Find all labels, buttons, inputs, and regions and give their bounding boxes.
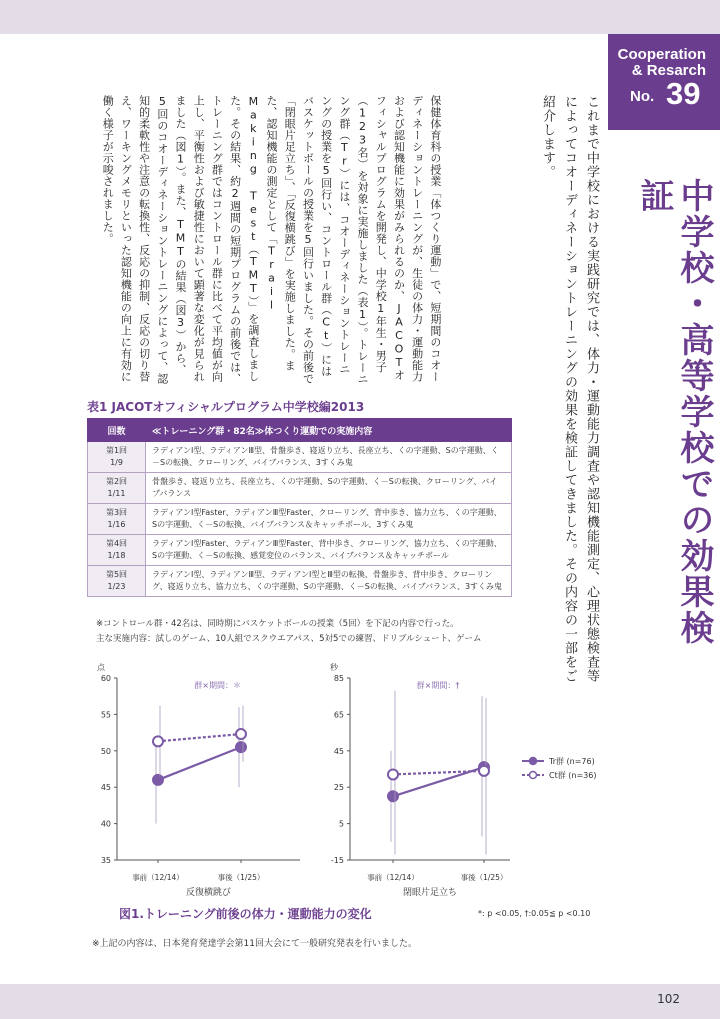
x-tick-label: 事後（1/25） bbox=[460, 873, 508, 882]
y-tick-label: 65 bbox=[333, 710, 344, 720]
figure-significance-note: *: p <0.05, †:0.05≦ p <0.10 bbox=[478, 909, 591, 918]
session-content: ラディアンⅠ型、ラディアンⅢ型、骨盤歩き、寝返り立ち、長座立ち、くの字運動、Sの字運動、く－Sの転換、クローリング、バイブバランス、3すくみ鬼 bbox=[146, 442, 512, 473]
interaction-annotation: 群×期間：＊ bbox=[194, 681, 242, 690]
page-number: 102 bbox=[657, 992, 680, 1006]
x-tick-label: 事後（1/25） bbox=[217, 873, 265, 882]
tr-data-point bbox=[236, 742, 246, 752]
table-row bbox=[88, 442, 512, 473]
session-date: 1/23 bbox=[107, 582, 126, 591]
table-row bbox=[88, 504, 512, 535]
ct-data-point bbox=[479, 766, 489, 776]
y-tick-label: -15 bbox=[330, 856, 344, 865]
table-row bbox=[88, 535, 512, 566]
y-tick-label: 55 bbox=[100, 710, 111, 720]
chart-title: 閉眼片足立ち bbox=[402, 888, 458, 898]
session-date: 1/11 bbox=[107, 489, 126, 498]
figure-charts bbox=[0, 650, 720, 910]
y-tick-label: 85 bbox=[333, 674, 344, 683]
session-number: 第2回 bbox=[105, 477, 128, 486]
ct-data-point bbox=[388, 769, 398, 779]
lead-text: これまで中学校における実践研究では、体力・運動能力調査や認知機能測定、心理状態検査等によってコオーディネーショントレーニングの効果を検証してきました。その内容の一部をご紹介します。 bbox=[540, 95, 599, 683]
figure-title: 図1.トレーニング前後の体力・運動能力の変化 bbox=[119, 907, 372, 921]
y-tick-label: 5 bbox=[338, 819, 344, 829]
tr-data-point bbox=[388, 791, 398, 801]
badge-number: 39 bbox=[666, 76, 701, 111]
session-number: 第4回 bbox=[105, 539, 128, 548]
session-content: 骨盤歩き、寝返り立ち、長座立ち、くの字運動、Sの字運動、く－Sの転換、クローリング、バイブバランス bbox=[146, 473, 512, 504]
legend-ct-marker bbox=[530, 772, 537, 779]
bottom-band bbox=[0, 984, 720, 1019]
tr-series-line bbox=[158, 747, 241, 780]
y-tick-label: 45 bbox=[333, 746, 344, 756]
badge-line1: Cooperation bbox=[617, 46, 706, 63]
chart-title: 反復横跳び bbox=[185, 888, 232, 898]
tr-data-point bbox=[153, 775, 163, 785]
session-cell bbox=[88, 442, 146, 473]
session-content: ラディアンⅠ型Faster、ラディアンⅢ型Faster、背中歩き、クローリング、協力立ち、くの字運動、Sの字運動、く－Sの転換、感覚変位のバランス、バイブバランス＆キャッチボール bbox=[146, 535, 512, 566]
y-tick-label: 45 bbox=[100, 783, 111, 793]
table-header-row bbox=[88, 419, 512, 442]
interaction-annotation: 群×期間：† bbox=[416, 681, 460, 690]
legend-label: Ct群 (n=36) bbox=[549, 771, 597, 780]
session-cell bbox=[88, 535, 146, 566]
y-tick-label: 35 bbox=[100, 856, 111, 865]
session-content: ラディアンⅠ型Faster、ラディアンⅢ型Faster、クローリング、背中歩き、協力立ち、くの字運動、Sの字運動、く－Sの転換、バイブバランス＆キャッチボール、3すくみ鬼 bbox=[146, 504, 512, 535]
ct-series-line bbox=[158, 734, 241, 741]
badge-no-prefix: No. bbox=[630, 88, 655, 105]
y-tick-label: 40 bbox=[100, 819, 111, 829]
session-number: 第1回 bbox=[105, 446, 128, 455]
table-note-control: ※コントロール群・42名は、同時期にバスケットボールの授業（5回）を下記の内容で行った。 bbox=[96, 619, 459, 629]
table-header-content: ≪トレーニング群・82名≫体つくり運動での実施内容 bbox=[146, 419, 512, 442]
program-table bbox=[87, 418, 512, 597]
session-cell bbox=[88, 504, 146, 535]
body-text: 保健体育科の授業「体つくり運動」で、短期間のコオーディネーショントレーニングが、生徒の体力・運動能力および認知機能に効果がみられるのか、JACOTオフィシャルプログラムを開発し、中学校1年生・男子（123名）を対象に実施しました（表1）。トレーニング群（Tr）には、コオーディネーショントレーニングの授業を5回行い、コントロール群（Ct）にはバスケットボールの授業を5回行いました。その前後で「閉眼片足立ち」、「反復横跳び」を実施しました。また、認知機能の測定として「Trail Making Test（TMT）」を調査しました。その結果、約2週間の短期プログラムの前後では、トレーニング群ではコントロール群に比べて平均値が向上し、平衡性および敏捷性において顕著な変化が見られました（図1）。また、TMTの結果（図3）から、5回のコオーディネーショントレーニングによって、認知的柔軟性や注意の転換性、反応の抑制、反応の切り替え、ワーキングメモリといった認知機能の向上に有効に働く様子が示唆されました。 bbox=[101, 95, 442, 385]
session-cell bbox=[88, 473, 146, 504]
table-row bbox=[88, 566, 512, 597]
ct-data-point bbox=[236, 729, 246, 739]
legend-label: Tr群 (n=76) bbox=[549, 757, 595, 766]
x-tick-label: 事前（12/14） bbox=[132, 873, 184, 882]
y-unit-label: 点 bbox=[97, 663, 105, 672]
y-tick-label: 60 bbox=[100, 674, 111, 683]
top-band bbox=[0, 0, 720, 34]
table-row bbox=[88, 473, 512, 504]
legend-tr-marker bbox=[530, 758, 537, 765]
session-date: 1/18 bbox=[107, 551, 126, 560]
session-content: ラディアンⅠ型、ラディアンⅢ型、ラディアンⅠ型とⅢ型の転換、骨盤歩き、背中歩き、クローリング、寝返り立ち、協力立ち、くの字運動、Sの字運動、く－Sの転換、バイブバランス、3すくみ鬼 bbox=[146, 566, 512, 597]
session-date: 1/16 bbox=[107, 520, 126, 529]
table-note-content: 主な実施内容：試しのゲーム、10人組でスクウエアパス、5対5での練習、ドリブルシュート、ゲーム bbox=[96, 634, 482, 644]
session-cell bbox=[88, 566, 146, 597]
session-number: 第3回 bbox=[105, 508, 128, 517]
page-title: 中学校・高等学校での効果検証 bbox=[634, 178, 714, 646]
session-number: 第5回 bbox=[105, 570, 128, 579]
y-tick-label: 25 bbox=[333, 783, 344, 793]
table-title: 表1 JACOTオフィシャルプログラム中学校編2013 bbox=[87, 400, 365, 414]
cooperation-badge bbox=[608, 34, 720, 130]
session-date: 1/9 bbox=[110, 458, 123, 467]
y-unit-label: 秒 bbox=[330, 663, 338, 672]
x-tick-label: 事前（12/14） bbox=[367, 873, 419, 882]
badge-line2: & Resarch bbox=[631, 62, 706, 79]
footnote: ※上記の内容は、日本発育発達学会第11回大会にて一般研究発表を行いました。 bbox=[92, 939, 417, 949]
table-header-count: 回数 bbox=[88, 419, 146, 442]
y-tick-label: 50 bbox=[100, 746, 111, 756]
ct-data-point bbox=[153, 736, 163, 746]
